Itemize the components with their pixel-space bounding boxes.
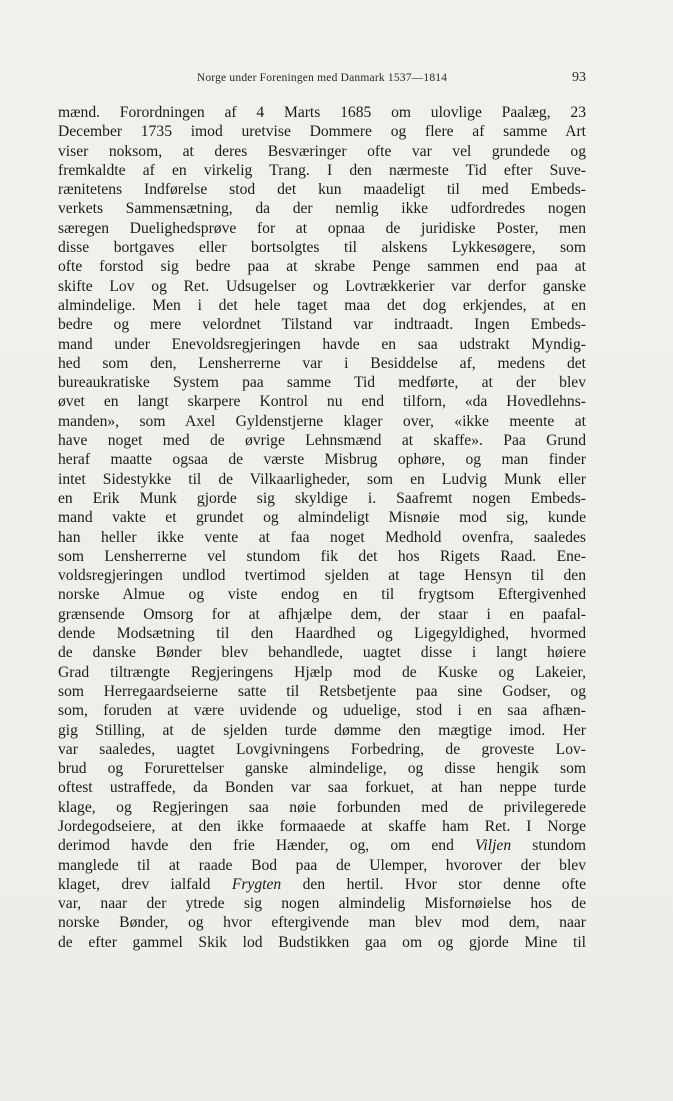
text-line: December 1735 imod uretvise Dommere og flere af samme Art — [58, 123, 586, 141]
running-head: Norge under Foreningen med Danmark 1537—1814 — [196, 72, 448, 84]
text-line: norske Almue og viste endog en til frygtsom Eftergivenhed — [58, 586, 586, 604]
text-line: dende Modsætning til den Haardhed og Ligegyldighed, hvormed — [58, 625, 586, 643]
text-line: derimod havde den frie Hænder, og, om end Viljen stundom — [58, 837, 586, 855]
text-line: brud og Forurettelser ganske almindelige, og disse hengik som — [58, 760, 586, 778]
text-line: Jordegodseiere, at den ikke formaaede at skaffe ham Ret. I Norge — [58, 817, 586, 835]
text-line: fremkaldte af en virkelig Trang. I den nærmeste Tid efter Suve- — [58, 161, 586, 179]
text-line: mand under Enevoldsregjeringen havde en saa udstrakt Myndig- — [58, 335, 586, 353]
text-line: klage, og Regjeringen saa nøie forbunden med de privilegerede — [58, 798, 586, 816]
italic-word: Frygten — [231, 875, 282, 893]
text-line: bedre og mere velordnet Tilstand var indtraadt. Ingen Embeds- — [58, 316, 586, 334]
text-line: var, naar der ytrede sig nogen almindelig Misfornøielse hos de — [58, 895, 586, 913]
text-line: grænsende Omsorg for at afhjælpe dem, der staar i en paafal- — [58, 605, 586, 623]
text-line: bureaukratiske System paa samme Tid medførte, at der blev — [58, 374, 586, 392]
text-line: mand vakte et grundet og almindeligt Misnøie mod sig, kunde — [58, 509, 586, 527]
text-line: de danske Bønder blev behandlede, uagtet disse i langt høiere — [58, 644, 586, 662]
text-line: skifte Lov og Ret. Udsugelser og Lovtrækkerier var derfor ganske — [58, 277, 586, 295]
text-line: hed som den, Lensherrerne var i Besiddelse af, medens det — [58, 354, 586, 372]
text-line: mænd. Forordningen af 4 Marts 1685 om ulovlige Paalæg, 23 — [58, 104, 586, 121]
text-line: manglede til at raade Bod paa de Ulemper, hvorover der blev — [58, 856, 586, 874]
text-line: en Erik Munk gjorde sig skyldige i. Saafremt nogen Embeds- — [58, 489, 586, 507]
text-line: som, foruden at være uvidende og uduelige, stod i en saa afhæn- — [58, 702, 586, 720]
text-line: gig Stilling, at de sjelden turde dømme den mægtige imod. Her — [58, 721, 586, 739]
text-line: heraf maatte ogsaa de værste Misbrug ophøre, og man finder — [58, 451, 586, 469]
text-line: have noget med de øvrige Lehnsmænd at skaffe». Paa Grund — [58, 432, 586, 450]
text-line: oftest ustraffede, da Bonden var saa forkuet, at han neppe turde — [58, 779, 586, 797]
text-line: rænitetens Indførelse stod det kun maadeligt til med Embeds- — [58, 181, 586, 199]
text-line: som Herregaardseierne satte til Retsbetjente paa sine Godser, og — [58, 682, 586, 700]
text-line: intet Sidestykke til de Vilkaarligheder, som en Ludvig Munk eller — [58, 470, 586, 488]
text-line: voldsregjeringen undlod tvertimod sjelden at tage Hensyn til den — [58, 567, 586, 585]
body-text — [58, 103, 586, 952]
page-number: 93 — [572, 70, 586, 85]
text-line: særegen Duelighedsprøve for at opnaa de juridiske Poster, men — [58, 219, 586, 237]
text-line: norske Bønder, og hvor eftergivende man blev mod dem, naar — [58, 914, 586, 932]
text-line: viser noksom, at deres Besværinger ofte var vel grundede og — [58, 142, 586, 160]
text-line: de efter gammel Skik lod Budstikken gaa om og gjorde Mine til — [58, 933, 586, 951]
text-line: han heller ikke vente at faa noget Medhold ovenfra, saaledes — [58, 528, 586, 546]
text-line: ofte forstod sig bedre paa at skrabe Penge sammen end paa at — [58, 258, 586, 276]
text-line: verkets Sammensætning, da der nemlig ikke udfordredes nogen — [58, 200, 586, 218]
text-line: Grad tiltrængte Regjeringens Hjælp mod de Kuske og Lakeier, — [58, 663, 586, 681]
text-line: var saaledes, uagtet Lovgivningens Forbedring, de groveste Lov- — [58, 740, 586, 758]
text-line: øvet en langt skarpere Kontrol nu end tilforn, «da Hovedlehns- — [58, 393, 586, 411]
text-line: som Lensherrerne vel stundom fik det hos Rigets Raad. Ene- — [58, 547, 586, 565]
text-line: almindelige. Men i det hele taget maa det dog erkjendes, at en — [58, 296, 586, 314]
page-header — [58, 70, 586, 90]
text-line: manden», som Axel Gyldenstjerne klager over, «ikke meente at — [58, 412, 586, 430]
text-line: klaget, drev ialfald Frygten den hertil. Hvor stor denne ofte — [58, 875, 586, 893]
italic-word: Viljen — [475, 837, 512, 855]
text-line: disse bortgaves eller bortsolgtes til alskens Lykkesøgere, som — [58, 239, 586, 257]
